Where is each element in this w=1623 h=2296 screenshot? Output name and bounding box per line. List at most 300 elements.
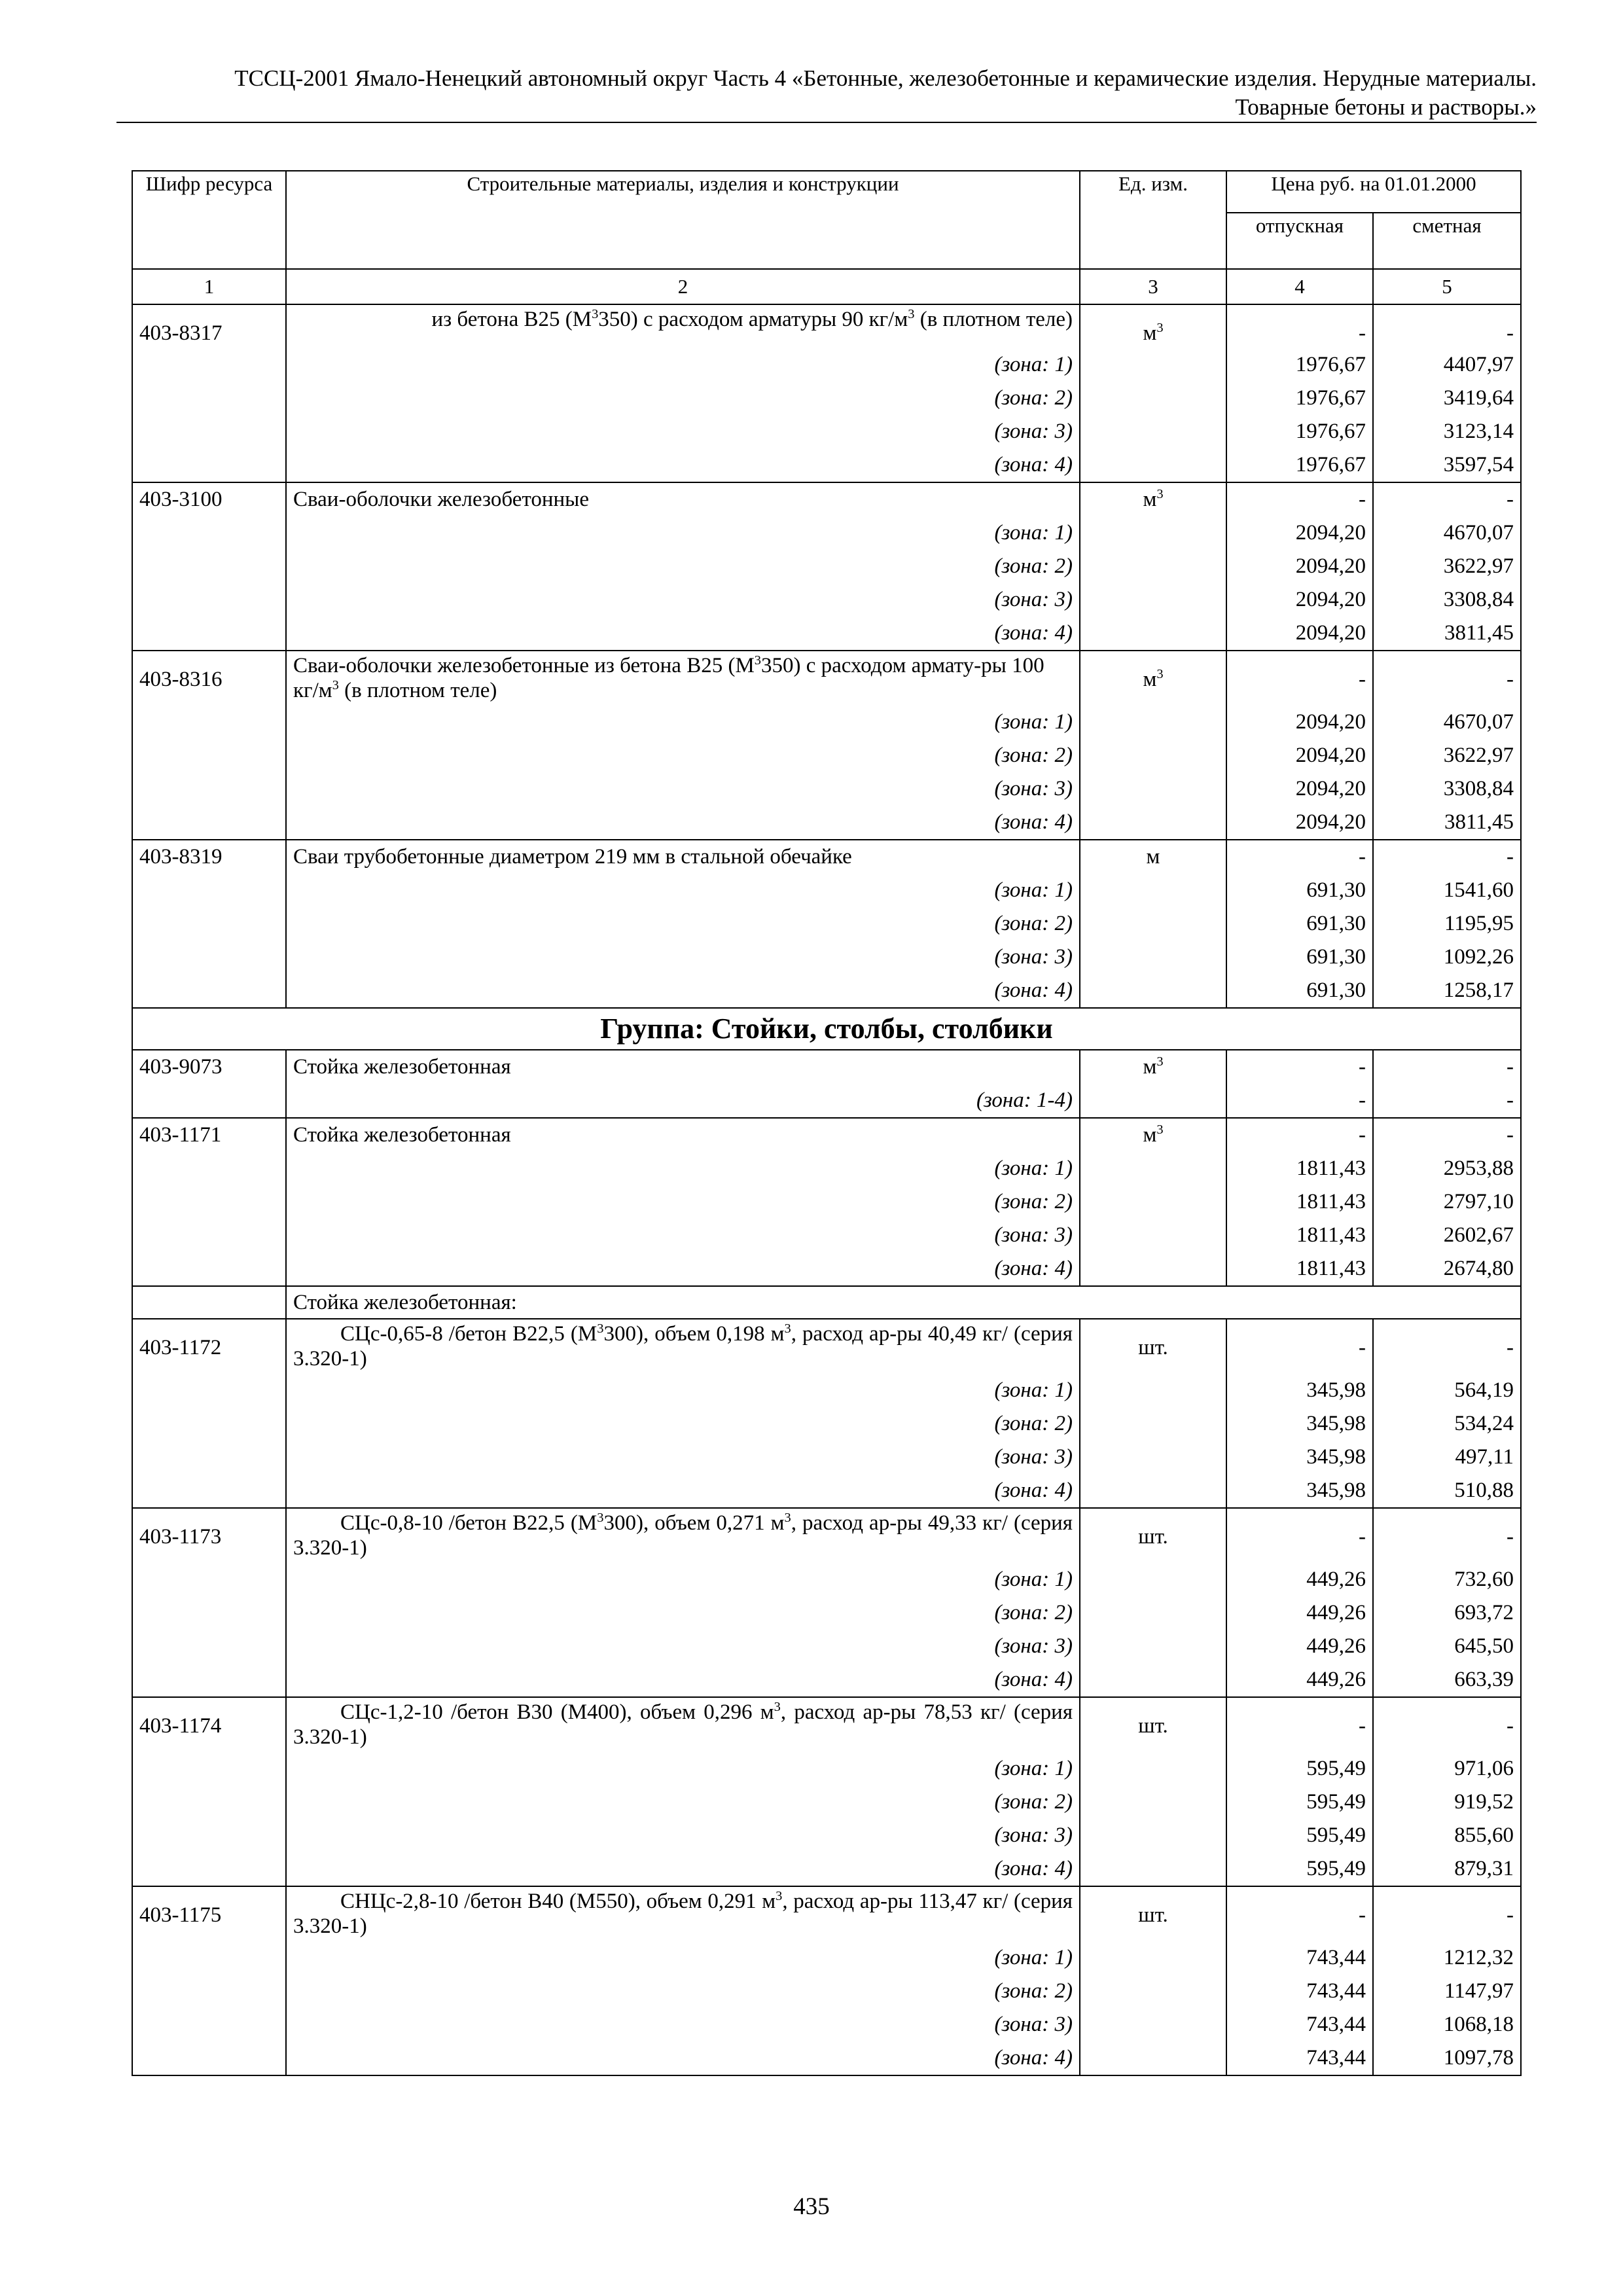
name-part: , расход ар-ры 40,49 кг/ (серия 3.320-1) [293, 1322, 1073, 1371]
release-price: 743,44 [1226, 2041, 1373, 2075]
zone-code-cell [132, 1441, 286, 1474]
zone-unit-cell [1080, 739, 1226, 772]
release-price: 345,98 [1226, 1407, 1373, 1441]
name-part: (в плотном теле) [914, 308, 1073, 331]
zone-label: (зона: 1) [286, 1152, 1080, 1185]
estimate-price: - [1373, 482, 1521, 516]
zone-code-cell [132, 516, 286, 550]
superscript: 3 [332, 678, 339, 692]
zone-code-cell [132, 974, 286, 1008]
estimate-price: 919,52 [1373, 1785, 1521, 1819]
zone-row [132, 1219, 1521, 1252]
zone-row [132, 772, 1521, 806]
column-number: 2 [286, 269, 1080, 304]
material-name: Стойка железобетонная [286, 1050, 1080, 1084]
zone-unit-cell [1080, 1819, 1226, 1852]
unit: шт. [1138, 1336, 1168, 1359]
unit: м [1143, 668, 1157, 691]
zone-label: (зона: 4) [286, 1852, 1080, 1886]
zone-code-cell [132, 706, 286, 739]
header-release-price: отпускная [1226, 213, 1373, 269]
zone-row [132, 382, 1521, 415]
estimate-price: 3419,64 [1373, 382, 1521, 415]
header-rule [116, 122, 1537, 123]
zone-label: (зона: 1) [286, 1941, 1080, 1975]
name-part: 350) с расходом армату-ры 100 кг/м [293, 654, 1044, 702]
zone-row [132, 941, 1521, 974]
zone-code-cell [132, 739, 286, 772]
estimate-price: 855,60 [1373, 1819, 1521, 1852]
zone-row [132, 874, 1521, 907]
estimate-price: - [1373, 1319, 1521, 1374]
zone-code-cell [132, 448, 286, 482]
material-name [286, 1319, 1080, 1374]
zone-label: (зона: 1) [286, 348, 1080, 382]
release-price: 2094,20 [1226, 772, 1373, 806]
estimate-price: - [1373, 304, 1521, 348]
zone-unit-cell [1080, 1474, 1226, 1508]
zone-unit-cell [1080, 2008, 1226, 2041]
release-price: 1811,43 [1226, 1252, 1373, 1286]
zone-row [132, 806, 1521, 840]
zone-code-cell [132, 772, 286, 806]
unit-cell [1080, 1050, 1226, 1084]
zone-unit-cell [1080, 617, 1226, 651]
column-number: 3 [1080, 269, 1226, 304]
zone-code-cell [132, 617, 286, 651]
estimate-price: 971,06 [1373, 1752, 1521, 1785]
estimate-price: - [1373, 1118, 1521, 1152]
release-price: - [1226, 304, 1373, 348]
zone-unit-cell [1080, 1630, 1226, 1663]
resource-code: 403-1174 [132, 1697, 286, 1752]
release-price: 2094,20 [1226, 706, 1373, 739]
release-price: 345,98 [1226, 1441, 1373, 1474]
zone-unit-cell [1080, 1785, 1226, 1819]
table-item [132, 1118, 1521, 1286]
zone-label: (зона: 3) [286, 941, 1080, 974]
table-row [132, 304, 1521, 348]
resource-code: 403-1172 [132, 1319, 286, 1374]
subheading-section [132, 1286, 1521, 1319]
zone-code-cell [132, 1407, 286, 1441]
zone-row [132, 1752, 1521, 1785]
table-item [132, 1050, 1521, 1118]
estimate-price: 732,60 [1373, 1563, 1521, 1596]
release-price: 2094,20 [1226, 550, 1373, 583]
unit: шт. [1138, 1714, 1168, 1738]
table-row [132, 482, 1521, 516]
page-header [116, 64, 1537, 122]
material-name [286, 1508, 1080, 1563]
unit-superscript: 3 [1156, 1054, 1164, 1069]
zone-code-cell [132, 1084, 286, 1118]
table-item [132, 1319, 1521, 1508]
zone-code-cell [132, 583, 286, 617]
zone-row [132, 1663, 1521, 1697]
release-price: - [1226, 1508, 1373, 1563]
unit: м [1146, 845, 1160, 869]
unit-cell [1080, 1697, 1226, 1752]
release-price: - [1226, 1886, 1373, 1941]
table-item [132, 1886, 1521, 2075]
zone-code-cell [132, 1630, 286, 1663]
estimate-price: 2602,67 [1373, 1219, 1521, 1252]
release-price: 1976,67 [1226, 448, 1373, 482]
zone-code-cell [132, 874, 286, 907]
superscript: 3 [754, 653, 762, 668]
subheading-code-cell [132, 1286, 286, 1319]
zone-code-cell [132, 1975, 286, 2008]
zone-unit-cell [1080, 1975, 1226, 2008]
column-number: 1 [132, 269, 286, 304]
release-price: 2094,20 [1226, 617, 1373, 651]
zone-row [132, 1407, 1521, 1441]
zone-row [132, 1441, 1521, 1474]
zone-code-cell [132, 1252, 286, 1286]
zone-row [132, 448, 1521, 482]
release-price: - [1226, 840, 1373, 874]
header-price: Цена руб. на 01.01.2000 [1226, 171, 1521, 213]
zone-unit-cell [1080, 772, 1226, 806]
superscript: 3 [592, 307, 599, 321]
zone-row [132, 2041, 1521, 2075]
zone-unit-cell [1080, 583, 1226, 617]
superscript: 3 [597, 1511, 604, 1525]
release-price: - [1226, 1697, 1373, 1752]
zone-row [132, 348, 1521, 382]
release-price: 1811,43 [1226, 1219, 1373, 1252]
estimate-price: 3622,97 [1373, 739, 1521, 772]
estimate-price: 4670,07 [1373, 516, 1521, 550]
unit-cell [1080, 1886, 1226, 1941]
zone-label: (зона: 1-4) [286, 1084, 1080, 1118]
zone-row [132, 907, 1521, 941]
estimate-price: 534,24 [1373, 1407, 1521, 1441]
zone-label: (зона: 1) [286, 1752, 1080, 1785]
group-title: Группа: Стойки, столбы, столбики [132, 1008, 1521, 1050]
zone-row [132, 617, 1521, 651]
estimate-price: 564,19 [1373, 1374, 1521, 1407]
unit: шт. [1138, 1903, 1168, 1927]
zone-label: (зона: 2) [286, 1596, 1080, 1630]
material-name: Стойка железобетонная [286, 1118, 1080, 1152]
material-name [286, 1886, 1080, 1941]
release-price: - [1226, 1084, 1373, 1118]
zone-label: (зона: 1) [286, 1563, 1080, 1596]
estimate-price: 645,50 [1373, 1630, 1521, 1663]
zone-row [132, 1785, 1521, 1819]
zone-label: (зона: 4) [286, 806, 1080, 840]
estimate-price: 2674,80 [1373, 1252, 1521, 1286]
estimate-price: 2797,10 [1373, 1185, 1521, 1219]
unit-superscript: 3 [1156, 1122, 1164, 1137]
release-price: 595,49 [1226, 1752, 1373, 1785]
table-row [132, 1508, 1521, 1563]
zone-row [132, 974, 1521, 1008]
unit-cell [1080, 840, 1226, 874]
table-row [132, 1886, 1521, 1941]
material-name [286, 651, 1080, 706]
material-name: Сваи-оболочки железобетонные [286, 482, 1080, 516]
zone-code-cell [132, 1374, 286, 1407]
header-line-2: Товарные бетоны и растворы.» [1235, 94, 1537, 120]
release-price: 449,26 [1226, 1630, 1373, 1663]
release-price: - [1226, 651, 1373, 706]
zone-unit-cell [1080, 1663, 1226, 1697]
zone-label: (зона: 3) [286, 1219, 1080, 1252]
zone-label: (зона: 4) [286, 1663, 1080, 1697]
zone-label: (зона: 2) [286, 382, 1080, 415]
zone-label: (зона: 2) [286, 550, 1080, 583]
unit: м [1143, 321, 1157, 345]
estimate-price: - [1373, 1050, 1521, 1084]
name-part: СЦс-1,2-10 /бетон В30 (М400), объем 0,296 м [340, 1700, 774, 1724]
zone-unit-cell [1080, 1252, 1226, 1286]
resource-code: 403-8316 [132, 651, 286, 706]
zone-code-cell [132, 1819, 286, 1852]
release-price: - [1226, 482, 1373, 516]
zone-label: (зона: 3) [286, 1630, 1080, 1663]
estimate-price: 3597,54 [1373, 448, 1521, 482]
zone-unit-cell [1080, 907, 1226, 941]
name-part: (в плотном теле) [338, 679, 497, 702]
zone-unit-cell [1080, 550, 1226, 583]
estimate-price: 3123,14 [1373, 415, 1521, 448]
zone-unit-cell [1080, 1941, 1226, 1975]
header-code: Шифр ресурса [132, 171, 286, 269]
release-price: 1811,43 [1226, 1152, 1373, 1185]
zone-code-cell [132, 1152, 286, 1185]
zone-row [132, 1252, 1521, 1286]
estimate-price: 1068,18 [1373, 2008, 1521, 2041]
material-name: Сваи трубобетонные диаметром 219 мм в стальной обечайке [286, 840, 1080, 874]
table-item [132, 1697, 1521, 1886]
release-price: 743,44 [1226, 2008, 1373, 2041]
estimate-price: - [1373, 1697, 1521, 1752]
zone-unit-cell [1080, 1185, 1226, 1219]
unit-cell [1080, 304, 1226, 348]
estimate-price: 510,88 [1373, 1474, 1521, 1508]
release-price: - [1226, 1050, 1373, 1084]
release-price: 2094,20 [1226, 583, 1373, 617]
superscript: 3 [597, 1321, 604, 1336]
price-table [132, 170, 1522, 2076]
release-price: 691,30 [1226, 907, 1373, 941]
zone-unit-cell [1080, 974, 1226, 1008]
zone-row [132, 706, 1521, 739]
zone-code-cell [132, 550, 286, 583]
release-price: 595,49 [1226, 1819, 1373, 1852]
name-part: СЦс-0,65-8 /бетон В22,5 (М [340, 1322, 597, 1346]
resource-code: 403-8319 [132, 840, 286, 874]
table-item [132, 651, 1521, 840]
zone-unit-cell [1080, 1152, 1226, 1185]
resource-code: 403-9073 [132, 1050, 286, 1084]
resource-code: 403-1171 [132, 1118, 286, 1152]
zone-label: (зона: 1) [286, 706, 1080, 739]
estimate-price: - [1373, 1084, 1521, 1118]
superscript: 3 [784, 1321, 791, 1336]
zone-row [132, 516, 1521, 550]
header-unit: Ед. изм. [1080, 171, 1226, 269]
material-name [286, 1697, 1080, 1752]
zone-label: (зона: 3) [286, 1441, 1080, 1474]
zone-row [132, 1975, 1521, 2008]
table-item [132, 1508, 1521, 1697]
zone-row [132, 1852, 1521, 1886]
header-estimate-price: сметная [1373, 213, 1521, 269]
name-part: СЦс-0,8-10 /бетон В22,5 (М [340, 1511, 597, 1535]
superscript: 3 [784, 1511, 791, 1525]
zone-unit-cell [1080, 1374, 1226, 1407]
estimate-price: 1212,32 [1373, 1941, 1521, 1975]
zone-unit-cell [1080, 706, 1226, 739]
unit-cell [1080, 482, 1226, 516]
zone-unit-cell [1080, 1852, 1226, 1886]
estimate-price: 879,31 [1373, 1852, 1521, 1886]
zone-label: (зона: 3) [286, 2008, 1080, 2041]
estimate-price: - [1373, 1508, 1521, 1563]
release-price: 345,98 [1226, 1374, 1373, 1407]
name-part: СНЦс-2,8-10 /бетон В40 (М550), объем 0,291 м [340, 1890, 776, 1913]
resource-code: 403-3100 [132, 482, 286, 516]
estimate-price: 663,39 [1373, 1663, 1521, 1697]
table-header [132, 171, 1521, 304]
zone-code-cell [132, 382, 286, 415]
release-price: 2094,20 [1226, 739, 1373, 772]
unit: шт. [1138, 1525, 1168, 1549]
estimate-price: 4407,97 [1373, 348, 1521, 382]
zone-unit-cell [1080, 1752, 1226, 1785]
release-price: 1976,67 [1226, 415, 1373, 448]
column-number: 5 [1373, 269, 1521, 304]
unit-cell [1080, 1118, 1226, 1152]
release-price: 743,44 [1226, 1941, 1373, 1975]
zone-unit-cell [1080, 941, 1226, 974]
zone-label: (зона: 4) [286, 448, 1080, 482]
header-line-1: ТССЦ-2001 Ямало-Ненецкий автономный округ Часть 4 «Бетонные, железобетонные и керамические изделия. Нерудные материалы. [234, 65, 1537, 91]
estimate-price: 1541,60 [1373, 874, 1521, 907]
zone-label: (зона: 4) [286, 2041, 1080, 2075]
column-numbers-row [132, 269, 1521, 304]
page-number: 435 [793, 2193, 830, 2220]
estimate-price: 1092,26 [1373, 941, 1521, 974]
release-price: 595,49 [1226, 1785, 1373, 1819]
zone-code-cell [132, 348, 286, 382]
unit-cell [1080, 1508, 1226, 1563]
estimate-price: 3622,97 [1373, 550, 1521, 583]
material-name [286, 304, 1080, 348]
name-part: 300), объем 0,198 м [603, 1322, 785, 1346]
unit-cell [1080, 651, 1226, 706]
release-price: 743,44 [1226, 1975, 1373, 2008]
release-price: 345,98 [1226, 1474, 1373, 1508]
zone-code-cell [132, 1219, 286, 1252]
zone-label: (зона: 2) [286, 1975, 1080, 2008]
zone-row [132, 1084, 1521, 1118]
superscript: 3 [774, 1700, 781, 1714]
table-row [132, 1319, 1521, 1374]
zone-label: (зона: 2) [286, 739, 1080, 772]
zone-row [132, 2008, 1521, 2041]
unit-superscript: 3 [1156, 321, 1164, 335]
zone-code-cell [132, 907, 286, 941]
zone-label: (зона: 1) [286, 874, 1080, 907]
zone-label: (зона: 4) [286, 617, 1080, 651]
unit: м [1143, 488, 1157, 511]
table-item [132, 840, 1521, 1008]
estimate-price: 3308,84 [1373, 583, 1521, 617]
zone-row [132, 1596, 1521, 1630]
superscript: 3 [908, 307, 915, 321]
zone-code-cell [132, 1785, 286, 1819]
zone-code-cell [132, 1941, 286, 1975]
estimate-price: 3811,45 [1373, 617, 1521, 651]
zone-row [132, 1630, 1521, 1663]
release-price: 2094,20 [1226, 516, 1373, 550]
superscript: 3 [776, 1889, 783, 1903]
zone-code-cell [132, 806, 286, 840]
zone-code-cell [132, 1596, 286, 1630]
zone-label: (зона: 3) [286, 583, 1080, 617]
estimate-price: 1258,17 [1373, 974, 1521, 1008]
zone-label: (зона: 3) [286, 772, 1080, 806]
release-price: 2094,20 [1226, 806, 1373, 840]
table-row [132, 651, 1521, 706]
zone-unit-cell [1080, 448, 1226, 482]
header-name: Строительные материалы, изделия и конструкции [286, 171, 1080, 269]
zone-code-cell [132, 1563, 286, 1596]
release-price: 449,26 [1226, 1563, 1373, 1596]
zone-row [132, 1152, 1521, 1185]
name-part: , расход ар-ры 78,53 кг/ (серия 3.320-1) [293, 1700, 1073, 1749]
name-part: 300), объем 0,271 м [603, 1511, 785, 1535]
zone-row [132, 1185, 1521, 1219]
subheading: Стойка железобетонная: [286, 1286, 1521, 1319]
release-price: 1976,67 [1226, 382, 1373, 415]
group-section [132, 1008, 1521, 1050]
zone-unit-cell [1080, 516, 1226, 550]
zone-code-cell [132, 1185, 286, 1219]
zone-code-cell [132, 1663, 286, 1697]
unit-superscript: 3 [1156, 667, 1164, 681]
zone-unit-cell [1080, 1407, 1226, 1441]
zone-row [132, 1941, 1521, 1975]
zone-unit-cell [1080, 1219, 1226, 1252]
release-price: - [1226, 1319, 1373, 1374]
zone-code-cell [132, 1752, 286, 1785]
estimate-price: 1147,97 [1373, 1975, 1521, 2008]
zone-label: (зона: 4) [286, 974, 1080, 1008]
estimate-price: 693,72 [1373, 1596, 1521, 1630]
resource-code: 403-8317 [132, 304, 286, 348]
estimate-price: - [1373, 1886, 1521, 1941]
unit: м [1143, 1123, 1157, 1147]
name-part: , расход ар-ры 49,33 кг/ (серия 3.320-1) [293, 1511, 1073, 1560]
column-number: 4 [1226, 269, 1373, 304]
table-row [132, 1697, 1521, 1752]
zone-unit-cell [1080, 1596, 1226, 1630]
zone-label: (зона: 4) [286, 1252, 1080, 1286]
zone-code-cell [132, 2008, 286, 2041]
unit: м [1143, 1055, 1157, 1079]
resource-code: 403-1175 [132, 1886, 286, 1941]
unit-superscript: 3 [1156, 487, 1164, 501]
zone-unit-cell [1080, 415, 1226, 448]
zone-label: (зона: 3) [286, 1819, 1080, 1852]
zone-label: (зона: 3) [286, 415, 1080, 448]
